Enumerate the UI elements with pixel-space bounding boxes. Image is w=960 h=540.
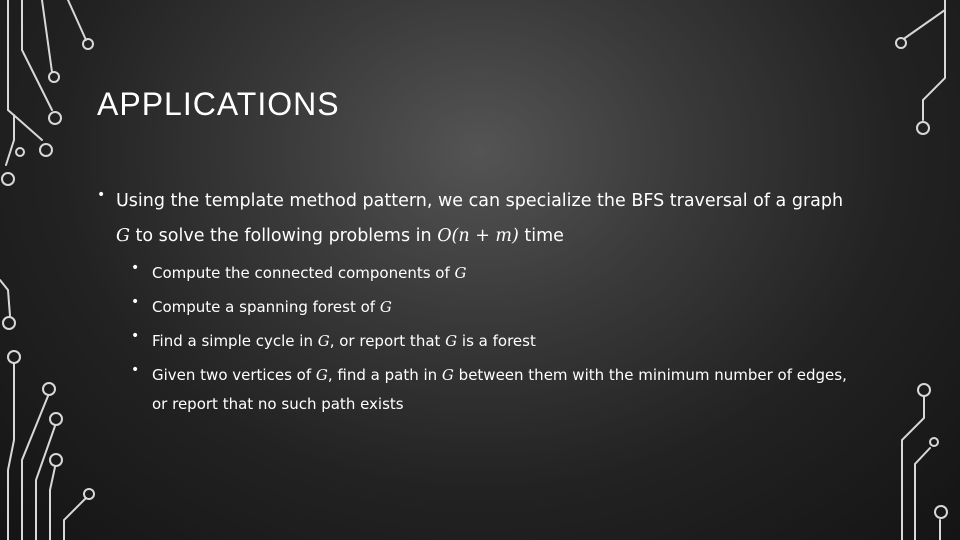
- bullet-dot-icon: •: [131, 328, 140, 344]
- sub-bullet: [97, 259, 857, 288]
- bullet-dot-icon: •: [97, 187, 106, 203]
- math-graph-variable: G: [315, 366, 328, 384]
- sub-bullet-text: is a forest: [457, 332, 536, 350]
- math-graph-variable: G: [379, 298, 392, 316]
- sub-bullet-text: Compute a spanning forest of: [152, 298, 380, 316]
- sub-bullet-text: , find a path in: [327, 366, 442, 384]
- bullet-list: [97, 184, 857, 419]
- math-complexity: O(n + m): [437, 226, 519, 246]
- bullet-dot-icon: •: [131, 362, 140, 378]
- main-bullet-text: time: [518, 226, 564, 246]
- main-bullet: [97, 184, 857, 254]
- sub-bullet: [97, 327, 857, 356]
- slide-title: APPLICATIONS: [97, 86, 340, 122]
- bullet-dot-icon: •: [131, 260, 140, 276]
- sub-bullet-text: Given two vertices of: [152, 366, 316, 384]
- sub-bullet: [97, 293, 857, 322]
- math-graph-variable: G: [445, 332, 458, 350]
- sub-bullet-text: between them with the minimum number of edges, or report that no such path exists: [152, 366, 847, 413]
- main-bullet-text: to solve the following problems in: [129, 226, 438, 246]
- bullet-dot-icon: •: [131, 294, 140, 310]
- math-graph-variable: G: [441, 366, 454, 384]
- math-graph-variable: G: [454, 264, 467, 282]
- sub-bullet-text: , or report that: [329, 332, 446, 350]
- sub-bullet: [97, 361, 857, 419]
- main-bullet-text: Using the template method pattern, we can specialize the BFS traversal of a graph: [116, 191, 844, 211]
- math-graph-variable: G: [317, 332, 330, 350]
- sub-bullet-text: Find a simple cycle in: [152, 332, 318, 350]
- math-graph-variable: G: [116, 226, 130, 246]
- sub-bullet-text: Compute the connected components of: [152, 264, 455, 282]
